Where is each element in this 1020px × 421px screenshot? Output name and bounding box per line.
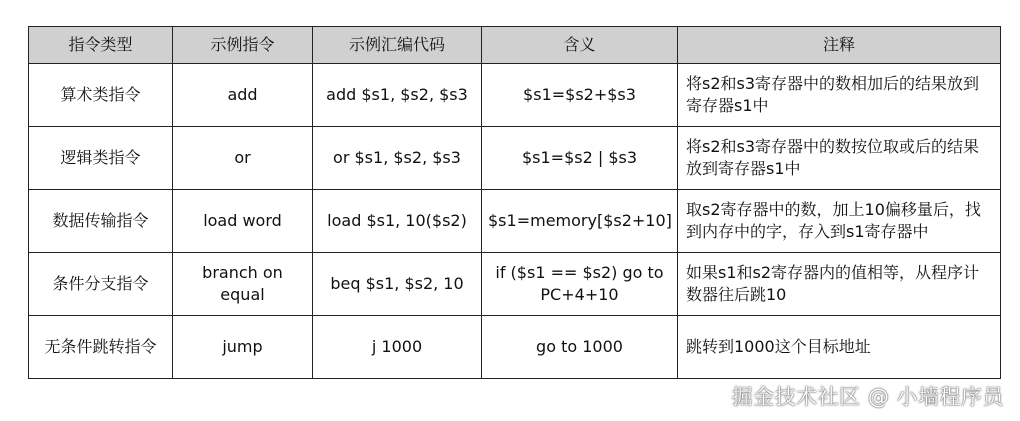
- table-row: [29, 316, 1001, 379]
- table-row: [29, 127, 1001, 190]
- header-note: 注释: [678, 27, 1001, 64]
- cell-note: 跳转到1000这个目标地址: [678, 316, 1001, 379]
- cell-meaning: $s1=$s2+$s3: [482, 64, 678, 127]
- cell-type: 算术类指令: [29, 64, 173, 127]
- cell-meaning: $s1=memory[$s2+10]: [482, 190, 678, 253]
- cell-meaning: if ($s1 == $s2) go to PC+4+10: [482, 253, 678, 316]
- header-example-instruction: 示例指令: [173, 27, 313, 64]
- cell-note: 将s2和s3寄存器中的数按位取或后的结果放到寄存器s1中: [678, 127, 1001, 190]
- cell-type: 无条件跳转指令: [29, 316, 173, 379]
- cell-note: 将s2和s3寄存器中的数相加后的结果放到寄存器s1中: [678, 64, 1001, 127]
- cell-type: 数据传输指令: [29, 190, 173, 253]
- cell-asm: load $s1, 10($s2): [313, 190, 482, 253]
- table-row: [29, 190, 1001, 253]
- cell-example: jump: [173, 316, 313, 379]
- cell-meaning: go to 1000: [482, 316, 678, 379]
- cell-type: 逻辑类指令: [29, 127, 173, 190]
- table-row: [29, 253, 1001, 316]
- cell-type: 条件分支指令: [29, 253, 173, 316]
- table-row: [29, 64, 1001, 127]
- cell-example: or: [173, 127, 313, 190]
- cell-example: load word: [173, 190, 313, 253]
- cell-asm: j 1000: [313, 316, 482, 379]
- cell-note: 取s2寄存器中的数，加上10偏移量后，找到内存中的字，存入到s1寄存器中: [678, 190, 1001, 253]
- cell-asm: add $s1, $s2, $s3: [313, 64, 482, 127]
- header-instruction-type: 指令类型: [29, 27, 173, 64]
- cell-meaning: $s1=$s2 | $s3: [482, 127, 678, 190]
- watermark: 掘金技术社区 @ 小墙程序员: [731, 385, 1004, 409]
- instruction-table: [28, 26, 1001, 379]
- cell-note: 如果s1和s2寄存器内的值相等，从程序计数器往后跳10: [678, 253, 1001, 316]
- header-example-assembly: 示例汇编代码: [313, 27, 482, 64]
- cell-example: branch on equal: [173, 253, 313, 316]
- cell-asm: or $s1, $s2, $s3: [313, 127, 482, 190]
- header-meaning: 含义: [482, 27, 678, 64]
- header-row: [29, 27, 1001, 64]
- cell-asm: beq $s1, $s2, 10: [313, 253, 482, 316]
- cell-example: add: [173, 64, 313, 127]
